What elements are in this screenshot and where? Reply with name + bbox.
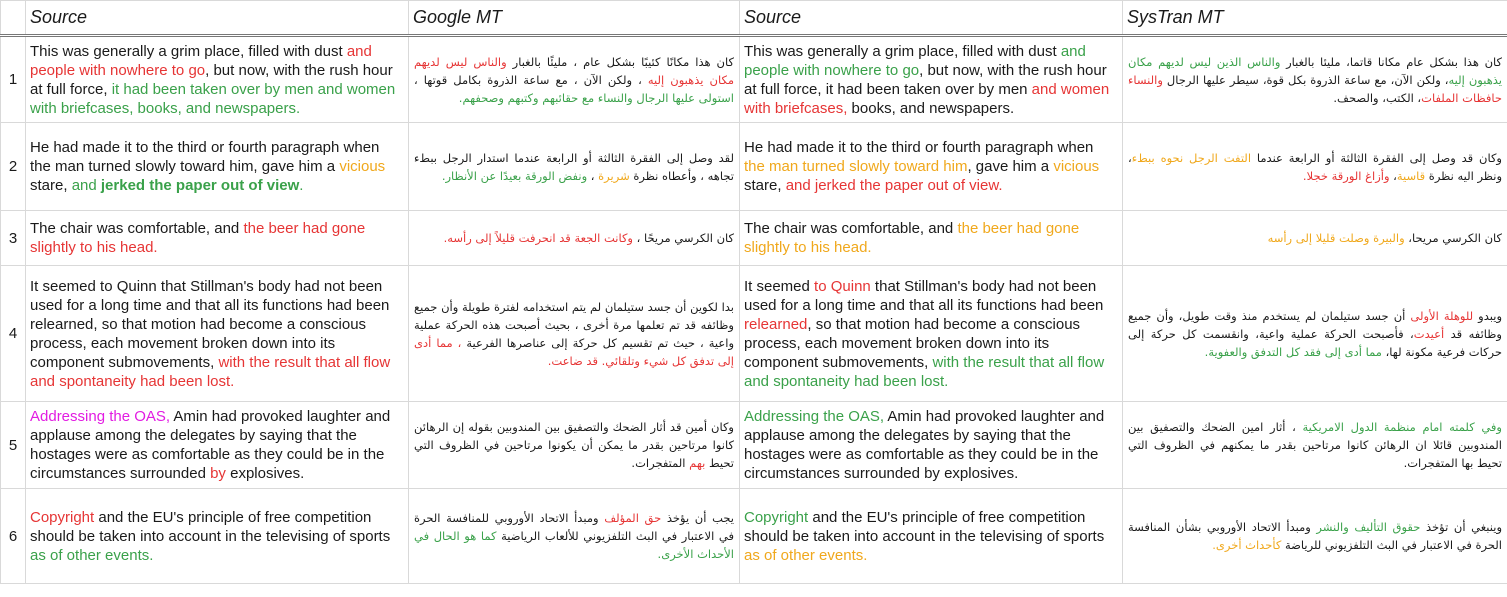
row-number: 2	[1, 123, 26, 211]
text-segment: ومبدأ الاتحاد الأوروبي للمنافسة الحرة في الاعتبار في البث التلفزيوني للألعاب الرياضية	[414, 511, 734, 543]
text-segment: It seemed to Quinn that Stillman's body had not been used for a long time and that all its functions had been relearned, so that motion had become a conscious process, each movement broken down into its component submovements,	[30, 277, 390, 371]
text-segment: to Quinn	[814, 277, 871, 295]
source-cell	[740, 489, 1123, 584]
text-segment: Addressing the OAS,	[30, 408, 171, 425]
row-number: 4	[1, 266, 26, 402]
systran-mt-cell	[1123, 489, 1507, 584]
text-segment: , but now, with the rush hour at full force, it had been taken over by men	[744, 61, 1107, 98]
source-cell	[740, 402, 1123, 489]
text-segment: jerked the paper out of view	[100, 177, 300, 194]
source-cell	[26, 402, 409, 489]
table-row	[1, 266, 1507, 402]
text-segment: مما أدى إلى فقد كل التدفق والعفوية.	[1204, 344, 1382, 359]
text-segment: والبيرة وصلت قليلا إلى رأسه	[1267, 231, 1405, 245]
text-segment: by	[210, 465, 226, 482]
text-segment: , but now, with the rush hour at full force,	[30, 61, 393, 98]
text-segment: , so that motion had become a conscious process, each movement broken down into its component submovements,	[744, 315, 1081, 371]
header-google-mt: Google MT	[409, 1, 740, 36]
google-mt-cell	[409, 123, 740, 211]
row-number-header	[1, 1, 26, 36]
text-segment: and the EU's principle of free competition should be taken into account in the televising of sports	[30, 508, 391, 545]
text-segment: and women with briefcases,	[744, 80, 1110, 117]
header-systran-mt: SysTran MT	[1123, 1, 1507, 36]
text-segment: and people with nowhere to go	[30, 42, 372, 79]
systran-mt-cell	[1123, 123, 1507, 211]
text-segment: والناس ليس لديهم مكان يذهبون إليه	[414, 54, 734, 87]
text-segment: وكان قد وصل إلى الفقرة الثالثة أو الرابعة عندما	[1251, 150, 1502, 165]
header-source-2: Source	[740, 1, 1123, 36]
text-segment: ، مما أدى إلى تدفق كل شيء وتلقائي. قد ضاعت.	[414, 335, 734, 368]
text-segment: the man turned slowly toward him	[744, 158, 968, 175]
google-mt-cell	[409, 36, 740, 123]
text-segment: كان الكرسي مريحا،	[1404, 231, 1502, 245]
source-cell	[740, 266, 1123, 402]
text-segment: ومبدأ الاتحاد الأوروبي بشأن المنافسة الحرة في الاعتبار في البث التلفزيوني للرياضة	[1128, 520, 1502, 552]
text-segment: أعيدت	[1413, 326, 1445, 341]
text-segment: ، ولكن الآن ، مع ساعة الذروة بكامل قوتها ،	[414, 72, 648, 87]
text-segment: He had made it to the third or fourth paragraph when the man turned slowly toward him, gave him a	[30, 139, 380, 175]
text-segment: This was generally a grim place, filled with dust	[30, 42, 347, 60]
text-segment: ، أثار امين الضحك والتصفيق بين المندوبين قائلا ان الرهائن كانوا مرتاحين بقدر ما يمكنهم في الظروف التي تحيط بها المتفجرات.	[1128, 420, 1502, 470]
text-segment: للوهلة الأولى	[1410, 308, 1474, 323]
table-row	[1, 211, 1507, 266]
source-cell	[26, 211, 409, 266]
text-segment: that Stillman's body had not been used for a long time and that all its functions had been	[744, 277, 1104, 314]
table-body	[1, 36, 1507, 584]
text-segment: vicious	[1053, 158, 1100, 175]
text-segment: ، ولكن الآن، مع ساعة الذروة بكل قوة، سيطر عليها الرجال	[1162, 72, 1449, 87]
text-segment: the beer had gone slightly to his head.	[30, 220, 366, 256]
text-segment: حقوق التأليف والنشر	[1316, 520, 1421, 534]
text-segment: and jerked the paper out of view.	[785, 177, 1003, 194]
text-segment: and the EU's principle of free competition should be taken into account in the televising of sports	[744, 508, 1105, 545]
text-segment: Copyright	[30, 508, 95, 526]
row-number: 5	[1, 402, 26, 489]
google-mt-cell	[409, 266, 740, 402]
source-cell	[740, 123, 1123, 211]
text-segment: vicious	[339, 158, 386, 175]
table-row	[1, 36, 1507, 123]
text-segment: as of other events.	[744, 546, 868, 564]
text-segment: قاسية	[1396, 168, 1426, 183]
text-segment: التفت الرجل نحوه ببطء	[1131, 150, 1252, 165]
text-segment: المتفجرات.	[631, 456, 690, 470]
source-cell	[26, 489, 409, 584]
text-segment: وأزاغ الورقة خجلا.	[1302, 168, 1390, 183]
row-number: 1	[1, 36, 26, 123]
systran-mt-cell	[1123, 402, 1507, 489]
table-row	[1, 123, 1507, 211]
text-segment: ، فأصبحت الحركة عملية واعية، وانقسمت كل حركة إلى حركات فرعية مكونة لها،	[1128, 326, 1502, 359]
text-segment: كما هو الحال في الأحداث الأخرى.	[414, 529, 734, 561]
text-segment: يجب أن يؤخذ	[661, 511, 735, 525]
text-segment: وينبغي أن تؤخذ	[1420, 520, 1502, 534]
text-segment: The chair was comfortable, and	[30, 220, 244, 237]
text-segment: the beer had gone slightly to his head.	[744, 220, 1080, 256]
text-segment: , gave him a	[967, 158, 1054, 175]
text-segment: حق المؤلف	[604, 511, 662, 525]
text-segment: والنساء حافظات الملفات	[1128, 72, 1502, 105]
source-cell	[26, 36, 409, 123]
text-segment: بهم	[689, 456, 706, 470]
text-segment: explosives.	[225, 465, 305, 482]
systran-mt-cell	[1123, 36, 1507, 123]
text-segment: ، الكتب، والصحف.	[1333, 90, 1422, 105]
text-segment: with the result that all flow and spontaneity had been lost.	[744, 353, 1105, 390]
text-segment: شريرة	[598, 168, 630, 183]
text-segment: Amin had provoked laughter and applause among the delegates by saying that the hostages were as comfortable as they could be in the circumstances surrounded	[30, 408, 391, 482]
text-segment: ونفض الورقة بعيدًا عن الأنظار.	[441, 168, 588, 183]
text-segment: وفي كلمته امام منظمة الدول الامريكية	[1302, 420, 1502, 434]
text-segment: كأحداث أخرى.	[1212, 538, 1282, 552]
text-segment: books, and newspapers.	[847, 99, 1015, 117]
text-segment: with the result that all flow and spontaneity had been lost.	[30, 353, 391, 390]
text-segment: وكان أمين قد أثار الضحك والتصفيق بين المندوبين بقوله إن الرهائن كانوا مرتاحين بقدر ما يمكن أن يكونوا مرتاحين في الظروف التي تحيط	[414, 420, 734, 470]
header-row	[1, 1, 1507, 36]
text-segment: He had made it to the third or fourth paragraph when	[744, 139, 1094, 156]
table-row	[1, 402, 1507, 489]
row-number: 3	[1, 211, 26, 266]
text-segment: كان الكرسي مريحًا ،	[632, 231, 734, 245]
source-cell	[740, 211, 1123, 266]
text-segment: استولى عليها الرجال والنساء مع حقائبهم وكتبهم وصحفهم.	[458, 90, 734, 105]
text-segment: ويبدو	[1473, 308, 1502, 323]
text-segment: Copyright	[744, 508, 809, 526]
text-segment: وكانت الجعة قد انحرفت قليلاً إلى رأسه.	[443, 231, 633, 245]
google-mt-cell	[409, 211, 740, 266]
header-source-1: Source	[26, 1, 409, 36]
text-segment: This was generally a grim place, filled with dust	[744, 42, 1061, 60]
source-cell	[740, 36, 1123, 123]
google-mt-cell	[409, 489, 740, 584]
text-segment: stare,	[30, 177, 72, 194]
text-segment: and people with nowhere to go	[744, 42, 1086, 79]
table-row	[1, 489, 1507, 584]
text-segment: relearned	[744, 315, 808, 333]
text-segment: ، ونظر اليه نظرة	[1128, 150, 1502, 183]
text-segment: .	[299, 177, 304, 194]
text-segment: والناس الذين ليس لديهم مكان يذهبون إليه	[1128, 54, 1502, 87]
text-segment: It seemed	[744, 277, 815, 295]
text-segment: كان هذا بشكل عام مكانا قاتما، مليئا بالغبار	[1280, 54, 1503, 69]
text-segment: ،	[587, 168, 599, 183]
text-segment: it had been taken over by men and women with briefcases, books, and newspapers.	[30, 80, 396, 117]
text-segment: stare,	[744, 177, 786, 194]
text-segment: as of other events.	[30, 546, 154, 564]
systran-mt-cell	[1123, 266, 1507, 402]
text-segment: Amin had provoked laughter and applause among the delegates by saying that the hostages were as comfortable as they could be in the circumstances surrounded by explosives.	[744, 408, 1105, 482]
row-number: 6	[1, 489, 26, 584]
text-segment: أن جسد ستيلمان لم يستخدم منذ وقت طويل، وأن جميع وظائفه قد	[1128, 308, 1502, 341]
text-segment: Addressing the OAS,	[744, 408, 885, 425]
systran-mt-cell	[1123, 211, 1507, 266]
source-cell	[26, 266, 409, 402]
text-segment: بدا لكوين أن جسد ستيلمان لم يتم استخدامه لفترة طويلة وأن جميع وظائفه قد تم تعلمها مرة أخرى ، بحيث أصبحت هذه الحركة عملية واعية ، حيث تم تقسيم كل حركة إلى عناصرها الفرعية	[414, 299, 735, 350]
source-cell	[26, 123, 409, 211]
text-segment: The chair was comfortable, and	[744, 220, 958, 237]
google-mt-cell	[409, 402, 740, 489]
text-segment: كان هذا مكانًا كئيبًا بشكل عام ، مليئًا بالغبار	[506, 54, 734, 69]
text-segment: and	[71, 177, 101, 194]
text-segment: ،	[1389, 168, 1397, 183]
text-segment: لقد وصل إلى الفقرة الثالثة أو الرابعة عندما استدار الرجل ببطء تجاهه ، وأعطاه نظرة	[414, 150, 734, 183]
